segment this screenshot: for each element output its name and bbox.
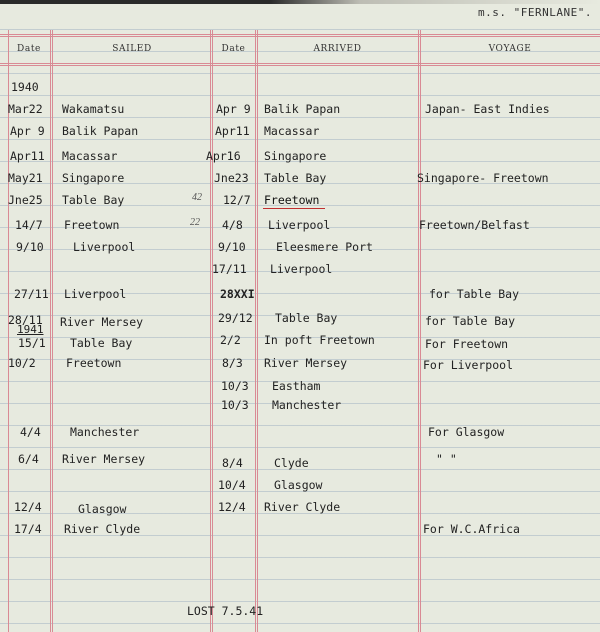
sailed-date: 4/4 — [20, 425, 41, 439]
arrived-port: Liverpool — [270, 262, 333, 276]
red-underline — [263, 208, 325, 209]
sailed-port: River Clyde — [64, 522, 141, 536]
column-rule — [420, 30, 421, 632]
arrived-date: 8/4 — [222, 456, 243, 470]
arrived-port: Balik Papan — [264, 102, 341, 116]
sailed-date: Apr 9 — [10, 124, 45, 138]
arrived-date: 12/4 — [218, 500, 246, 514]
arrived-date: 29/12 — [218, 311, 253, 325]
voyage-note: Singapore- Freetown — [417, 171, 549, 185]
arrived-date: 4/8 — [222, 218, 243, 232]
column-rule — [212, 30, 213, 632]
arrived-date: Apr11 — [215, 124, 250, 138]
voyage-note: for Table Bay — [425, 314, 516, 328]
arrived-port: Clyde — [274, 456, 309, 470]
arrived-date: 17/11 — [212, 262, 247, 276]
sailed-port: Balik Papan — [62, 124, 139, 138]
header-date-arrived: Date — [221, 44, 246, 54]
arrived-port: Glasgow — [274, 478, 323, 492]
sailed-port: Macassar — [62, 149, 118, 163]
header-arrived: ARRIVED — [313, 44, 362, 54]
year-label: 1941 — [17, 323, 44, 336]
voyage-note: " " — [436, 452, 457, 466]
voyage-note: For W.C.Africa — [423, 522, 520, 536]
column-rule — [8, 30, 9, 632]
sailed-date: Jne25 — [8, 193, 43, 207]
sailed-port: Freetown — [66, 356, 122, 370]
arrived-date: 8/3 — [222, 356, 243, 370]
arrived-date: Apr 9 — [216, 102, 251, 116]
header-sailed: SAILED — [112, 44, 152, 54]
voyage-note: For Freetown — [425, 337, 509, 351]
arrived-date: 28XXI — [220, 287, 255, 301]
column-rule — [210, 30, 211, 632]
column-rule — [255, 30, 256, 632]
header-bottom-rule-2 — [0, 65, 600, 66]
sailed-date: 9/10 — [16, 240, 44, 254]
header-top-rule — [0, 34, 600, 35]
arrived-date: 9/10 — [218, 240, 246, 254]
arrived-date: 10/3 — [221, 398, 249, 412]
sailed-date: 6/4 — [18, 452, 39, 466]
arrived-port: River Mersey — [264, 356, 348, 370]
sailed-port: Singapore — [62, 171, 125, 185]
column-rule — [52, 30, 53, 632]
arrived-port: Manchester — [272, 398, 342, 412]
arrived-date: 12/7 — [223, 193, 251, 207]
arrived-date: 2/2 — [220, 333, 241, 347]
arrived-date: Jne23 — [214, 171, 249, 185]
column-rule — [418, 30, 419, 632]
sailed-date: 12/4 — [14, 500, 42, 514]
sailed-port: River Mersey — [62, 452, 146, 466]
arrived-port: Table Bay — [275, 311, 338, 325]
voyage-note: Japan- East Indies — [425, 102, 550, 116]
voyage-note: For Glasgow — [428, 425, 505, 439]
voyage-note: Freetown/Belfast — [419, 218, 530, 232]
column-rule — [50, 30, 51, 632]
sailed-port: Liverpool — [64, 287, 127, 301]
sailed-port: Manchester — [70, 425, 140, 439]
arrived-port: Singapore — [264, 149, 327, 163]
header-voyage: VOYAGE — [488, 44, 532, 54]
year-label: 1940 — [11, 80, 39, 94]
arrived-port: River Clyde — [264, 500, 341, 514]
arrived-port: Eastham — [272, 379, 321, 393]
column-rule — [257, 30, 258, 632]
sailed-date: 17/4 — [14, 522, 42, 536]
arrived-port: In poft Freetown — [264, 333, 375, 347]
arrived-port: Table Bay — [264, 171, 327, 185]
sailed-date: 28/11 — [8, 313, 43, 327]
header-top-rule-2 — [0, 36, 600, 37]
sailed-port: Glasgow — [78, 502, 127, 516]
sailed-port: Freetown — [64, 218, 120, 232]
handwritten-note: 42 — [192, 192, 202, 203]
lost-date: LOST 7.5.41 — [187, 604, 264, 618]
sailed-port: Liverpool — [73, 240, 136, 254]
arrived-date: Apr16 — [206, 149, 241, 163]
sailed-date: 14/7 — [15, 218, 43, 232]
sailed-date: May21 — [8, 171, 43, 185]
sailed-port: Table Bay — [70, 336, 133, 350]
arrived-date: 10/3 — [221, 379, 249, 393]
sailed-date: Mar22 — [8, 102, 43, 116]
handwritten-note: 22 — [190, 217, 200, 228]
sailed-port: Wakamatsu — [62, 102, 125, 116]
header-date-sailed: Date — [17, 44, 41, 54]
ship-name: m.s. "FERNLANE". — [478, 6, 592, 19]
arrived-port: Macassar — [264, 124, 320, 138]
arrived-port: Freetown — [264, 193, 320, 207]
sailed-date: 10/2 — [8, 356, 36, 370]
voyage-note: for Table Bay — [429, 287, 520, 301]
arrived-port: Eleesmere Port — [276, 240, 373, 254]
sailed-date: Apr11 — [10, 149, 45, 163]
sailed-port: River Mersey — [60, 315, 144, 329]
header-bottom-rule — [0, 63, 600, 64]
sailed-date: 27/11 — [14, 287, 49, 301]
sailed-date: 15/1 — [18, 336, 46, 350]
paper-top-edge — [0, 0, 600, 4]
arrived-date: 10/4 — [218, 478, 246, 492]
voyage-note: For Liverpool — [423, 358, 514, 372]
sailed-port: Table Bay — [62, 193, 125, 207]
arrived-port: Liverpool — [268, 218, 331, 232]
